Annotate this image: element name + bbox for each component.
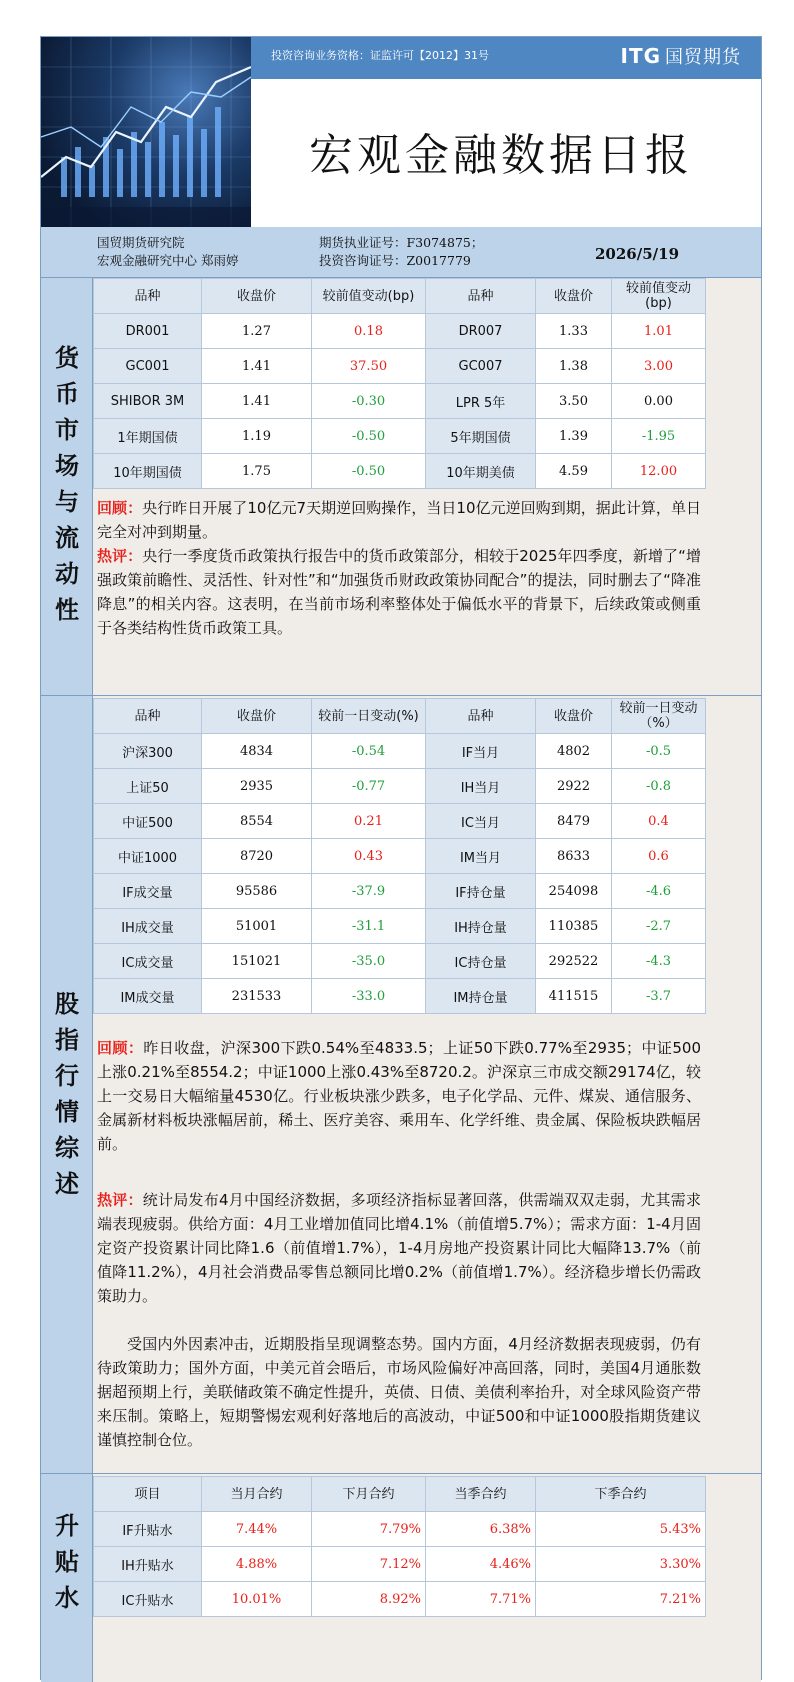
basis-current-quarter: 4.46% <box>426 1547 536 1582</box>
change-value: 0.21 <box>312 804 426 839</box>
change-value: -1.95 <box>612 419 706 454</box>
table-row <box>94 804 706 839</box>
change-value: 0.43 <box>312 839 426 874</box>
change-value: 3.00 <box>612 349 706 384</box>
close-price: 51001 <box>202 909 312 944</box>
close-price: 8720 <box>202 839 312 874</box>
header-cell: 品种 <box>426 699 536 734</box>
instrument-name: IC当月 <box>426 804 536 839</box>
brand-logo <box>621 43 742 69</box>
change-value: -3.7 <box>612 979 706 1014</box>
table-row <box>94 769 706 804</box>
close-price: 8633 <box>536 839 612 874</box>
brand-en: ITG <box>620 44 661 68</box>
stock-chart-banner-image <box>41 37 251 227</box>
table-row <box>94 944 706 979</box>
table-row <box>94 1512 706 1547</box>
basis-next-month: 8.92% <box>312 1582 426 1617</box>
header-cell: 较前值变动(bp) <box>312 279 426 314</box>
close-price: 1.33 <box>536 314 612 349</box>
futures-license: 期货执业证号：F3074875； <box>319 235 484 250</box>
basis-next-quarter: 7.21% <box>536 1582 706 1617</box>
change-value: -2.7 <box>612 909 706 944</box>
money-market-side-title <box>41 278 93 696</box>
instrument-name: IH当月 <box>426 769 536 804</box>
table-row <box>94 314 706 349</box>
change-value: -35.0 <box>312 944 426 979</box>
change-value: -4.6 <box>612 874 706 909</box>
side-char: 市 <box>55 416 79 444</box>
brand-cn: 国贸期货 <box>665 47 741 68</box>
instrument-name: IF当月 <box>426 734 536 769</box>
basis-next-month: 7.12% <box>312 1547 426 1582</box>
header-cell: 下月合约 <box>312 1477 426 1512</box>
table-row <box>94 839 706 874</box>
side-char: 流 <box>55 524 79 552</box>
side-char: 股 <box>55 990 79 1018</box>
report-date: 2026/5/19 <box>595 245 680 263</box>
change-value: -4.3 <box>612 944 706 979</box>
close-price: 4.59 <box>536 454 612 489</box>
instrument-name: IC持仓量 <box>426 944 536 979</box>
change-value: -0.50 <box>312 454 426 489</box>
close-price: 8479 <box>536 804 612 839</box>
stock-comment-paragraph-2: 受国内外因素冲击，近期股指呈现调整态势。国内方面，4月经济数据表现疲弱，仍有待政策助力；国外方面，中美元首会晤后，市场风险偏好冲高回落，同时，美国4月通胀数据超预期上行，美联储政策不确定性提升，英债、日债、美债利率抬升，对全球风险资产带来压制。策略上，短期警惕宏观利好落地后的高波动，中证500和中证1000股指期货建议谨慎控制仓位。 <box>97 1335 701 1449</box>
close-price: 2935 <box>202 769 312 804</box>
side-char: 升 <box>55 1512 79 1540</box>
report-header <box>41 37 761 227</box>
table-row <box>94 909 706 944</box>
stock-index-section <box>41 695 761 1474</box>
basis-current-quarter: 6.38% <box>426 1512 536 1547</box>
change-value: 0.00 <box>612 384 706 419</box>
comment-text: 统计局发布4月中国经济数据，多项经济指标显著回落，供需端双双走弱，尤其需求端表现疲弱。供给方面：4月工业增加值同比增4.1%（前值增5.7%）；需求方面：1-4月固定资产投资累计同比降1.6（前值增1.7%），1-4月房地产投资累计同比大幅降13.7%（前值降11.2%），4月社会消费品零售总额同比增0.2%（前值增1.7%）。经济稳步增长仍需政策助力。 <box>97 1191 701 1305</box>
side-char: 场 <box>55 452 79 480</box>
stock-review-paragraph <box>97 1036 701 1156</box>
close-price: 411515 <box>536 979 612 1014</box>
basis-current-month: 4.88% <box>202 1547 312 1582</box>
instrument-name: IH成交量 <box>94 909 202 944</box>
header-cell: 较前一日变动（%） <box>612 699 706 734</box>
close-price: 3.50 <box>536 384 612 419</box>
close-price: 1.75 <box>202 454 312 489</box>
instrument-name: DR007 <box>426 314 536 349</box>
side-char: 贴 <box>55 1548 79 1576</box>
side-char: 动 <box>55 560 79 588</box>
instrument-name: IH持仓量 <box>426 909 536 944</box>
instrument-name: GC007 <box>426 349 536 384</box>
change-value: 1.01 <box>612 314 706 349</box>
header-cell: 当季合约 <box>426 1477 536 1512</box>
side-char: 述 <box>55 1170 79 1198</box>
instrument-name: 上证50 <box>94 769 202 804</box>
info-bar <box>41 227 761 277</box>
change-value: -0.50 <box>312 419 426 454</box>
change-value: -0.77 <box>312 769 426 804</box>
instrument-name: IM持仓量 <box>426 979 536 1014</box>
money-comment-paragraph <box>97 544 701 640</box>
table-row <box>94 979 706 1014</box>
basis-item: IH升贴水 <box>94 1547 202 1582</box>
close-price: 2922 <box>536 769 612 804</box>
change-value: 37.50 <box>312 349 426 384</box>
table-row <box>94 454 706 489</box>
review-label: 回顾： <box>97 1039 144 1057</box>
comment-label: 热评： <box>97 547 143 565</box>
report-page <box>40 36 762 1680</box>
basis-section <box>41 1473 761 1682</box>
header-cell: 较前值变动(bp) <box>612 279 706 314</box>
report-title: 宏观金融数据日报 <box>309 130 693 181</box>
instrument-name: 中证500 <box>94 804 202 839</box>
basis-next-quarter: 3.30% <box>536 1547 706 1582</box>
header-cell: 下季合约 <box>536 1477 706 1512</box>
header-top-strip <box>251 37 761 79</box>
table-header-row <box>94 1477 706 1512</box>
basis-item: IC升贴水 <box>94 1582 202 1617</box>
header-cell: 收盘价 <box>536 699 612 734</box>
header-cell: 当月合约 <box>202 1477 312 1512</box>
license-text: 投资咨询业务资格：证监许可【2012】31号 <box>271 49 489 62</box>
header-cell: 较前一日变动(%) <box>312 699 426 734</box>
basis-next-quarter: 5.43% <box>536 1512 706 1547</box>
basis-current-quarter: 7.71% <box>426 1582 536 1617</box>
change-value: 12.00 <box>612 454 706 489</box>
comment-text: 央行一季度货币政策执行报告中的货币政策部分，相较于2025年四季度，新增了“增强政策前瞻性、灵活性、针对性”和“加强货币财政政策协同配合”的提法，同时删去了“降准降息”的相关内容。这表明，在当前市场利率整体处于偏低水平的背景下，后续政策或侧重于各类结构性货币政策工具。 <box>97 547 701 637</box>
basis-current-month: 7.44% <box>202 1512 312 1547</box>
close-price: 4802 <box>536 734 612 769</box>
side-char: 行 <box>55 1062 79 1090</box>
side-char: 货 <box>55 344 79 372</box>
instrument-name: 10年期美债 <box>426 454 536 489</box>
close-price: 110385 <box>536 909 612 944</box>
money-market-table <box>93 278 706 489</box>
instrument-name: IC成交量 <box>94 944 202 979</box>
review-text: 昨日收盘，沪深300下跌0.54%至4833.5；上证50下跌0.77%至2935；中证500上涨0.21%至8554.2；中证1000上涨0.43%至8720.2。沪深京三市成交额29174亿，较上一交易日大幅缩量4530亿。行业板块涨少跌多，电子化学品、元件、煤炭、通信服务、金属新材料板块涨幅居前，稀土、医疗美容、乘用车、化学纤维、贵金属、保险板块跌幅居前。 <box>97 1039 701 1153</box>
table-row <box>94 419 706 454</box>
header-cell: 项目 <box>94 1477 202 1512</box>
instrument-name: 中证1000 <box>94 839 202 874</box>
instrument-name: SHIBOR 3M <box>94 384 202 419</box>
close-price: 254098 <box>536 874 612 909</box>
instrument-name: 1年期国债 <box>94 419 202 454</box>
dept-author: 宏观金融研究中心 郑雨婷 <box>97 253 239 268</box>
change-value: -0.30 <box>312 384 426 419</box>
change-value: 0.4 <box>612 804 706 839</box>
side-char: 水 <box>55 1584 79 1612</box>
money-market-section <box>41 277 761 696</box>
close-price: 292522 <box>536 944 612 979</box>
instrument-name: IM成交量 <box>94 979 202 1014</box>
money-review-paragraph <box>97 496 701 544</box>
stock-index-content <box>93 696 761 1449</box>
side-char: 性 <box>55 596 79 624</box>
header-cell: 收盘价 <box>536 279 612 314</box>
stock-comment-paragraph <box>97 1188 701 1308</box>
close-price: 8554 <box>202 804 312 839</box>
change-value: -37.9 <box>312 874 426 909</box>
instrument-name: 5年期国债 <box>426 419 536 454</box>
change-value: -0.54 <box>312 734 426 769</box>
instrument-name: GC001 <box>94 349 202 384</box>
basis-table <box>93 1476 706 1617</box>
table-row <box>94 1547 706 1582</box>
close-price: 1.41 <box>202 349 312 384</box>
basis-next-month: 7.79% <box>312 1512 426 1547</box>
basis-side-title <box>41 1474 93 1682</box>
close-price: 151021 <box>202 944 312 979</box>
header-cell: 品种 <box>94 699 202 734</box>
header-cell: 品种 <box>426 279 536 314</box>
instrument-name: IM当月 <box>426 839 536 874</box>
instrument-name: IF成交量 <box>94 874 202 909</box>
table-row <box>94 384 706 419</box>
money-market-content <box>93 278 761 637</box>
change-value: 0.6 <box>612 839 706 874</box>
stock-index-table <box>93 698 706 1014</box>
side-char: 指 <box>55 1026 79 1054</box>
advisory-license: 投资咨询证号：Z0017779 <box>319 253 471 268</box>
header-cell: 收盘价 <box>202 699 312 734</box>
instrument-name: IF持仓量 <box>426 874 536 909</box>
header-cell: 品种 <box>94 279 202 314</box>
side-char: 情 <box>55 1098 79 1126</box>
review-label: 回顾： <box>97 499 143 517</box>
close-price: 1.41 <box>202 384 312 419</box>
table-row <box>94 734 706 769</box>
stock-index-side-title <box>41 696 93 1474</box>
table-header-row <box>94 699 706 734</box>
close-price: 95586 <box>202 874 312 909</box>
side-char: 币 <box>55 380 79 408</box>
basis-current-month: 10.01% <box>202 1582 312 1617</box>
table-row <box>94 874 706 909</box>
change-value: -33.0 <box>312 979 426 1014</box>
comment-label: 热评： <box>97 1191 143 1209</box>
side-char: 综 <box>55 1134 79 1162</box>
change-value: 0.18 <box>312 314 426 349</box>
basis-item: IF升贴水 <box>94 1512 202 1547</box>
close-price: 1.38 <box>536 349 612 384</box>
change-value: -31.1 <box>312 909 426 944</box>
review-text: 央行昨日开展了10亿元7天期逆回购操作，当日10亿元逆回购到期，据此计算，单日完全对冲到期量。 <box>97 499 701 541</box>
change-value: -0.5 <box>612 734 706 769</box>
org-name: 国贸期货研究院 <box>97 235 185 250</box>
instrument-name: DR001 <box>94 314 202 349</box>
close-price: 4834 <box>202 734 312 769</box>
header-cell: 收盘价 <box>202 279 312 314</box>
change-value: -0.8 <box>612 769 706 804</box>
instrument-name: 沪深300 <box>94 734 202 769</box>
table-header-row <box>94 279 706 314</box>
close-price: 1.19 <box>202 419 312 454</box>
table-row <box>94 349 706 384</box>
close-price: 231533 <box>202 979 312 1014</box>
side-char: 与 <box>55 488 79 516</box>
close-price: 1.27 <box>202 314 312 349</box>
instrument-name: 10年期国债 <box>94 454 202 489</box>
close-price: 1.39 <box>536 419 612 454</box>
instrument-name: LPR 5年 <box>426 384 536 419</box>
table-row <box>94 1582 706 1617</box>
basis-content <box>93 1474 761 1617</box>
